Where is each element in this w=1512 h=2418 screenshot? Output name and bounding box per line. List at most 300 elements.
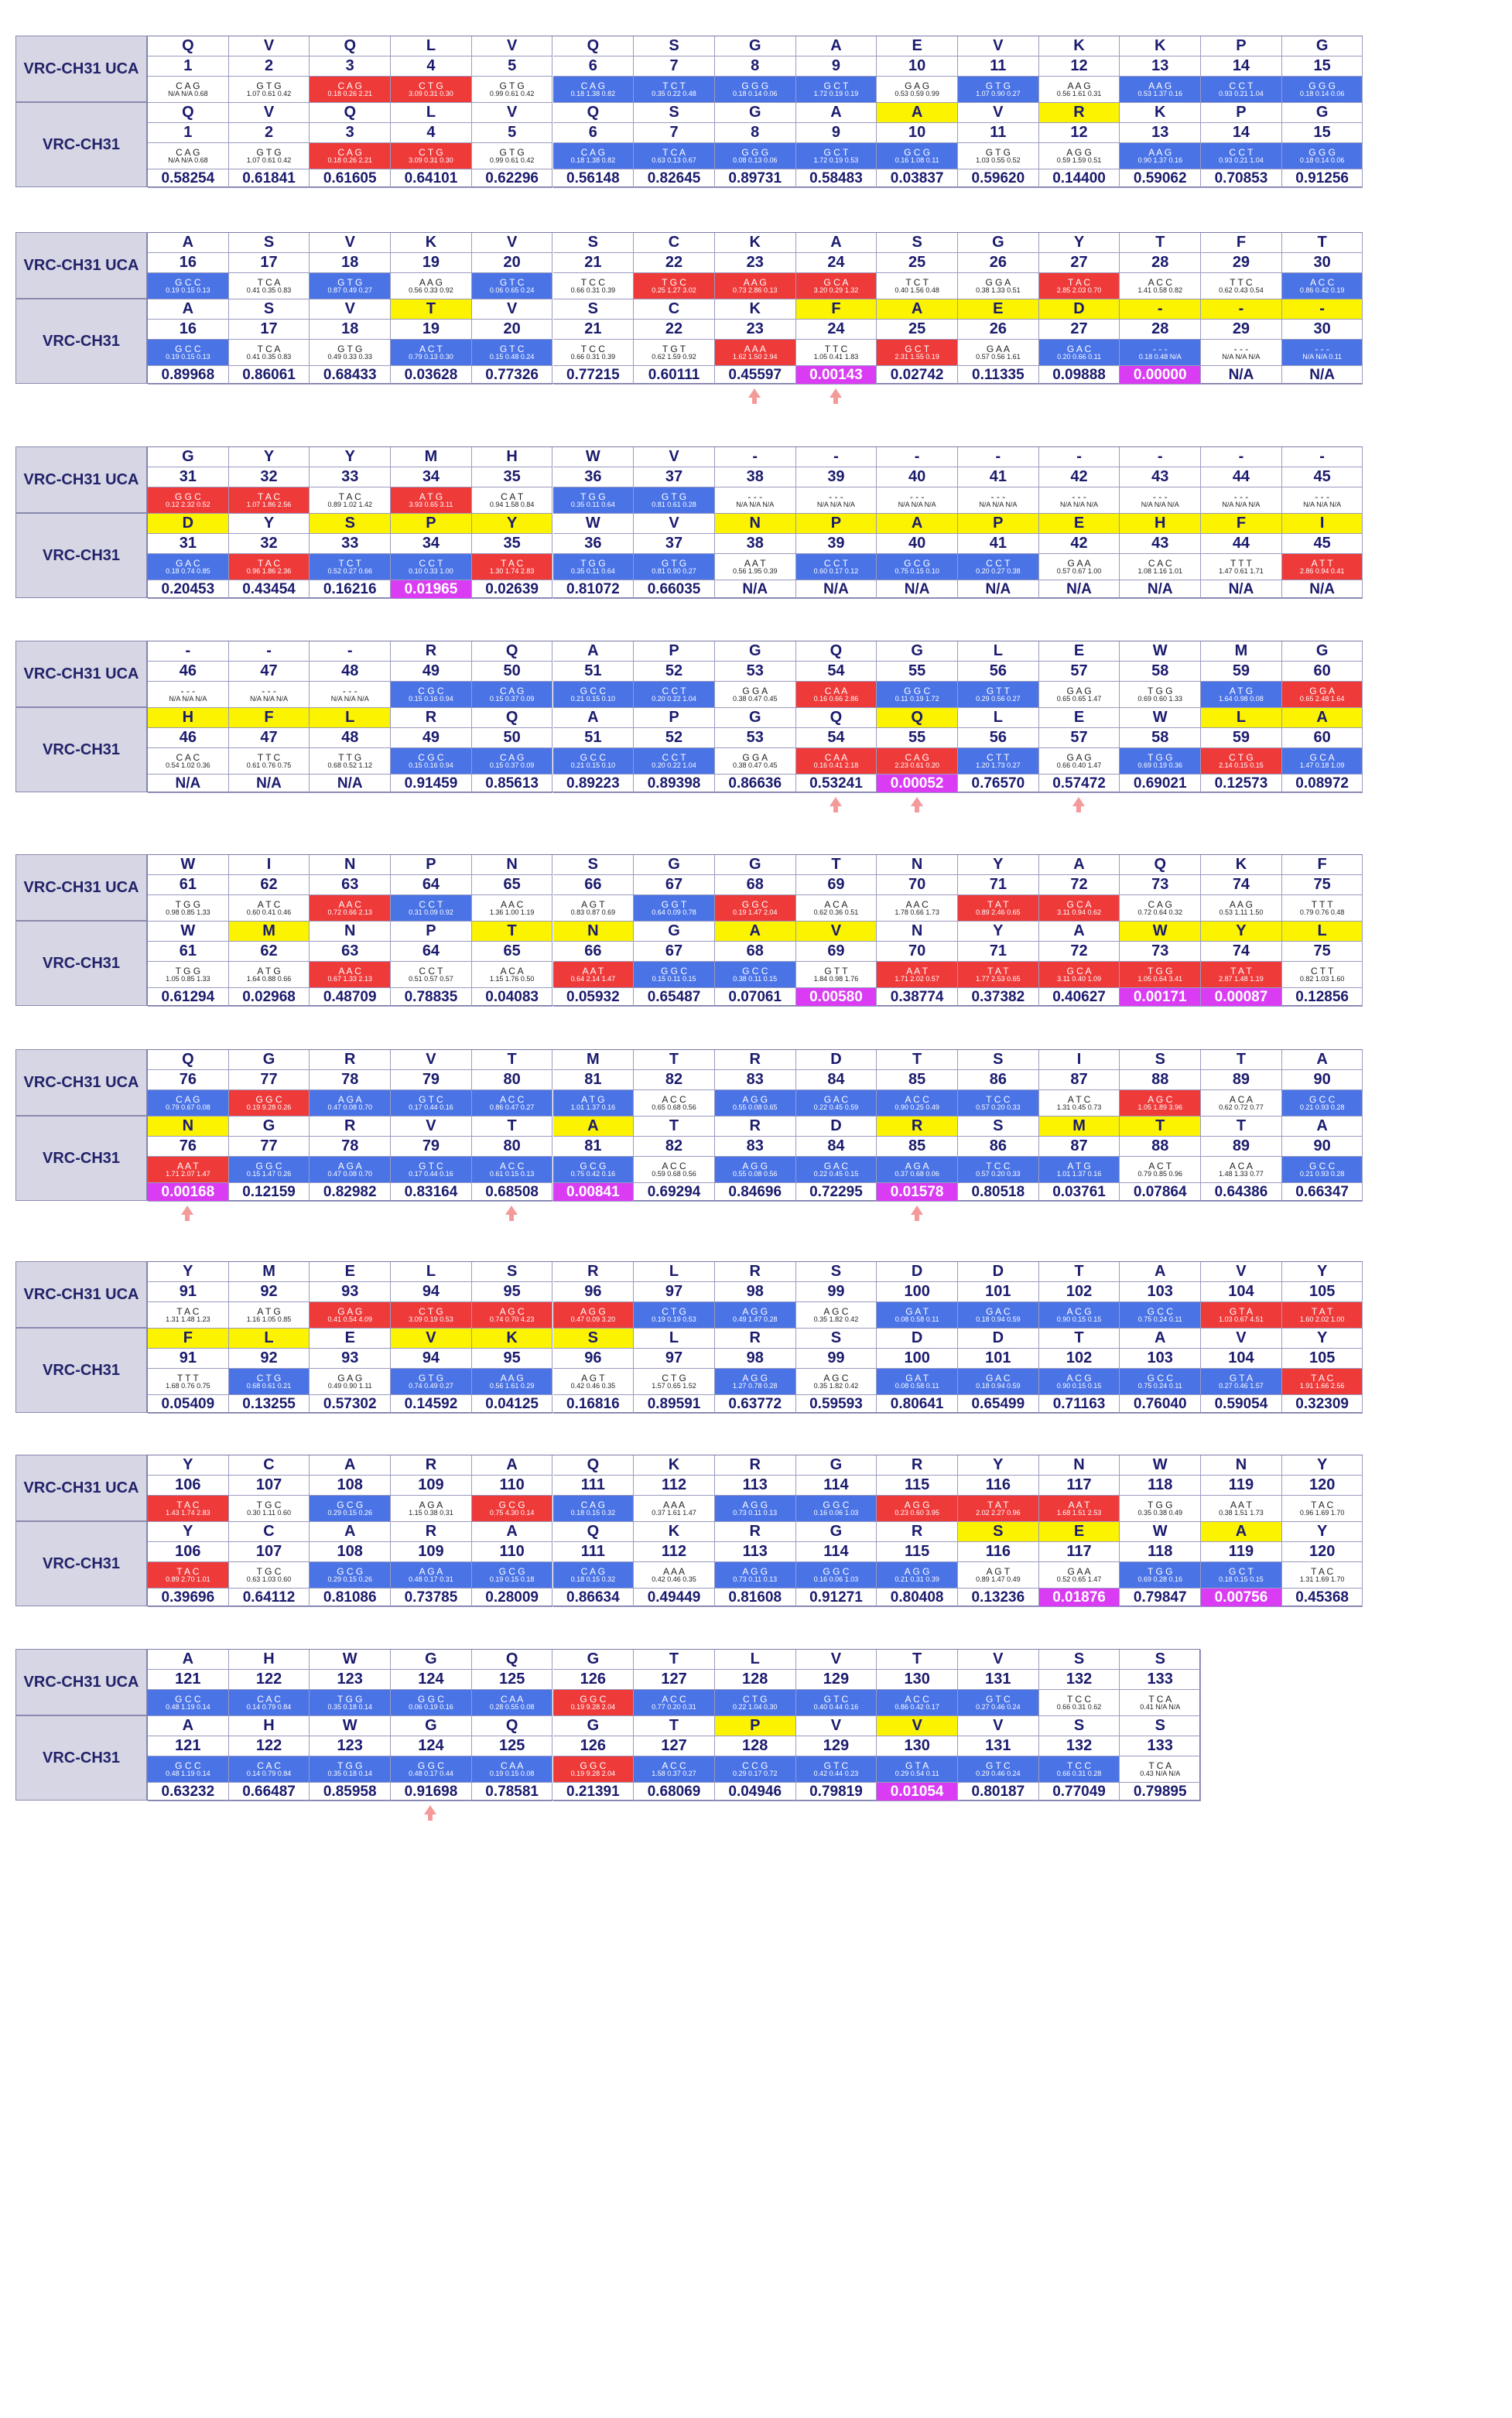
uca-codon xyxy=(1039,487,1120,514)
uca-residue: Q xyxy=(796,641,877,662)
mature-position: 25 xyxy=(877,320,958,340)
mature-position: 20 xyxy=(472,320,553,340)
uca-residue: A xyxy=(1282,1050,1363,1070)
mature-codon xyxy=(472,1157,553,1183)
codon-scores: 0.72 0.64 0.32 xyxy=(1137,908,1183,916)
mature-codon xyxy=(715,1157,796,1183)
mature-position: 17 xyxy=(229,320,310,340)
mature-position: 80 xyxy=(472,1137,553,1157)
codon-nucleotides: T T T xyxy=(176,1373,199,1383)
uca-position: 116 xyxy=(958,1476,1039,1496)
codon-nucleotides: A C C xyxy=(662,1094,686,1105)
probability-value: 0.40627 xyxy=(1039,988,1120,1007)
mature-codon xyxy=(310,340,391,366)
mature-position: 28 xyxy=(1120,320,1201,340)
mature-residue: G xyxy=(391,1716,472,1736)
codon-nucleotides: G C G xyxy=(337,1500,364,1510)
uca-position: 44 xyxy=(1201,467,1282,487)
codon-nucleotides: C C T xyxy=(662,752,686,763)
uca-position: 56 xyxy=(958,662,1039,682)
codon-scores: 0.19 0.15 0.08 xyxy=(489,1770,535,1777)
mature-codon xyxy=(1201,143,1282,169)
codon-scores: 0.19 0.15 0.18 xyxy=(489,1575,535,1583)
codon-nucleotides: G A G xyxy=(905,80,930,91)
uca-residue: N xyxy=(1201,1455,1282,1476)
codon-nucleotides: - - - xyxy=(1072,491,1086,502)
codon-nucleotides: G G C xyxy=(823,1500,850,1510)
mature-residue: R xyxy=(391,1522,472,1542)
mature-codon xyxy=(310,962,391,988)
uca-residue: T xyxy=(472,1050,553,1070)
uca-codon xyxy=(1201,1302,1282,1329)
uca-residue: Y xyxy=(958,855,1039,875)
uca-position: 118 xyxy=(1120,1476,1201,1496)
probability-value: 0.59062 xyxy=(1120,169,1201,188)
mature-codon xyxy=(796,143,877,169)
uca-position: 32 xyxy=(229,467,310,487)
mature-residue: G xyxy=(1282,103,1363,123)
probability-value: 0.00000 xyxy=(1120,366,1201,385)
uca-codon xyxy=(229,1090,310,1117)
mature-position: 56 xyxy=(958,728,1039,748)
codon-scores: 0.18 0.15 0.15 xyxy=(1219,1575,1264,1583)
mature-residue: H xyxy=(148,708,229,728)
codon-nucleotides: C A A xyxy=(500,1760,524,1771)
uca-codon xyxy=(958,273,1039,299)
codon-scores: 0.15 0.37 0.09 xyxy=(489,761,535,769)
codon-scores: 0.41 0.35 0.83 xyxy=(246,353,292,361)
probability-value: 0.81072 xyxy=(553,580,635,599)
mature-residue: T xyxy=(472,922,553,942)
mature-position: 94 xyxy=(391,1349,472,1369)
uca-position: 82 xyxy=(634,1070,715,1090)
codon-scores: 0.38 0.47 0.45 xyxy=(732,761,778,769)
uca-position: 130 xyxy=(877,1670,958,1690)
mature-position: 48 xyxy=(310,728,391,748)
mature-position: 129 xyxy=(796,1736,877,1756)
probability-value: 0.20453 xyxy=(148,580,229,599)
mature-codon xyxy=(877,143,958,169)
codon-nucleotides: A T T xyxy=(1311,558,1333,569)
mature-codon xyxy=(715,1369,796,1395)
uca-label: VRC-CH31 UCA xyxy=(15,641,147,707)
uca-codon xyxy=(148,1302,229,1329)
uca-residue: T xyxy=(877,1050,958,1070)
mature-residue: M xyxy=(229,922,310,942)
uca-residue: Q xyxy=(148,36,229,56)
uca-position: 110 xyxy=(472,1476,553,1496)
codon-nucleotides: C A G xyxy=(580,1500,606,1510)
codon-scores: 0.79 0.67 0.08 xyxy=(166,1103,210,1111)
codon-scores: 1.03 0.55 0.52 xyxy=(976,156,1021,164)
probability-value: 0.89731 xyxy=(715,169,796,188)
mature-residue: V xyxy=(229,103,310,123)
uca-position: 28 xyxy=(1120,253,1201,273)
mature-position: 57 xyxy=(1039,728,1120,748)
codon-nucleotides: G A A xyxy=(1067,558,1091,569)
uca-label: VRC-CH31 UCA xyxy=(15,854,147,921)
mature-position: 87 xyxy=(1039,1137,1120,1157)
probability-value: 0.00580 xyxy=(796,988,877,1007)
codon-scores: 0.21 0.93 0.28 xyxy=(1299,1170,1345,1178)
uca-position: 20 xyxy=(472,253,553,273)
codon-nucleotides: A A G xyxy=(1067,80,1091,91)
mature-position: 76 xyxy=(148,1137,229,1157)
uca-codon xyxy=(229,487,310,514)
uca-codon xyxy=(958,77,1039,103)
mature-position: 96 xyxy=(553,1349,635,1369)
probability-value: 0.05932 xyxy=(553,988,635,1007)
uca-residue: R xyxy=(391,1455,472,1476)
mature-codon xyxy=(796,554,877,580)
mature-codon xyxy=(958,554,1039,580)
codon-nucleotides: C C G xyxy=(742,1760,768,1771)
uca-codon xyxy=(148,895,229,922)
mature-codon xyxy=(553,962,635,988)
codon-scores: 0.40 0.44 0.16 xyxy=(813,1703,859,1711)
codon-nucleotides: A G G xyxy=(1066,147,1092,158)
codon-nucleotides: A C A xyxy=(1229,1094,1253,1105)
uca-residue: T xyxy=(1201,1050,1282,1070)
uca-residue: R xyxy=(391,641,472,662)
uca-codon xyxy=(1201,895,1282,922)
probability-value: N/A xyxy=(229,775,310,793)
codon-scores: 0.47 0.08 0.70 xyxy=(327,1170,373,1178)
mature-residue: S xyxy=(958,1522,1039,1542)
mature-position: 45 xyxy=(1282,534,1363,554)
mature-residue: N xyxy=(310,922,391,942)
uca-codon xyxy=(1120,487,1201,514)
uca-position: 97 xyxy=(634,1282,715,1302)
codon-scores: 1.84 0.98 1.76 xyxy=(813,975,859,983)
uca-codon xyxy=(958,1496,1039,1522)
uca-position: 66 xyxy=(553,875,635,895)
uca-codon xyxy=(310,1690,391,1716)
codon-nucleotides: A C A xyxy=(500,966,524,976)
uca-residue: E xyxy=(877,36,958,56)
uca-codon xyxy=(958,1690,1039,1716)
codon-scores: 0.66 0.31 0.39 xyxy=(570,286,616,294)
mature-codon xyxy=(1201,748,1282,775)
mature-codon xyxy=(1039,554,1120,580)
mature-residue: D xyxy=(796,1117,877,1137)
uca-position: 68 xyxy=(715,875,796,895)
uca-residue: H xyxy=(472,447,553,467)
codon-nucleotides: G G A xyxy=(985,277,1011,288)
codon-nucleotides: - - - xyxy=(1152,491,1168,502)
mature-position: 3 xyxy=(310,123,391,143)
mature-position: 6 xyxy=(553,123,635,143)
uca-residue: V xyxy=(1201,1262,1282,1282)
probability-value: 0.81608 xyxy=(715,1589,796,1607)
uca-position: 2 xyxy=(229,56,310,77)
uca-codon xyxy=(958,1302,1039,1329)
alignment-grid xyxy=(147,1649,1200,1801)
codon-nucleotides: T C C xyxy=(1066,1694,1092,1705)
mature-codon xyxy=(148,1369,229,1395)
uca-codon xyxy=(1201,682,1282,708)
mature-position: 95 xyxy=(472,1349,553,1369)
mature-residue: H xyxy=(1120,514,1201,534)
codon-scores: 0.35 0.18 0.14 xyxy=(327,1770,373,1777)
uca-codon xyxy=(715,273,796,299)
codon-scores: 1.64 0.88 0.66 xyxy=(246,975,292,983)
uca-codon xyxy=(715,895,796,922)
mature-residue: V xyxy=(1201,1329,1282,1349)
codon-scores: 0.74 0.49 0.27 xyxy=(409,1382,453,1390)
codon-scores: 0.18 0.26 2.21 xyxy=(327,156,373,164)
codon-scores: 0.16 0.06 1.03 xyxy=(813,1575,859,1583)
mature-codon xyxy=(310,748,391,775)
codon-scores: 0.29 0.54 0.11 xyxy=(895,1770,939,1777)
mature-codon xyxy=(553,748,635,775)
codon-scores: N/A N/A N/A xyxy=(816,501,855,508)
mature-residue: L xyxy=(1282,922,1363,942)
probability-value: 0.80641 xyxy=(877,1395,958,1414)
mature-codon xyxy=(229,1157,310,1183)
alignment-block xyxy=(15,1455,1363,1606)
uca-position: 98 xyxy=(715,1282,796,1302)
codon-scores: 1.27 0.78 0.28 xyxy=(732,1382,778,1390)
codon-scores: 0.59 0.68 0.56 xyxy=(652,1170,696,1178)
uca-residue: A xyxy=(148,1650,229,1670)
uca-codon xyxy=(1201,487,1282,514)
mature-position: 16 xyxy=(148,320,229,340)
uca-position: 25 xyxy=(877,253,958,273)
codon-scores: 0.90 1.37 0.16 xyxy=(1137,156,1183,164)
codon-nucleotides: G A A xyxy=(986,344,1010,354)
mature-residue: H xyxy=(229,1716,310,1736)
codon-nucleotides: A C A xyxy=(1229,1161,1253,1171)
codon-nucleotides: G T C xyxy=(499,344,525,354)
probability-value: 0.79819 xyxy=(796,1783,877,1801)
mature-codon xyxy=(877,1562,958,1589)
uca-position: 27 xyxy=(1039,253,1120,273)
codon-nucleotides: T A T xyxy=(987,966,1009,976)
mature-position: 65 xyxy=(472,942,553,962)
uca-position: 5 xyxy=(472,56,553,77)
uca-position: 76 xyxy=(148,1070,229,1090)
codon-scores: 1.60 2.02 1.00 xyxy=(1299,1315,1345,1323)
mature-position: 10 xyxy=(877,123,958,143)
probability-value: N/A xyxy=(877,580,958,599)
codon-scores: N/A N/A N/A xyxy=(250,695,289,703)
probability-value: 0.91256 xyxy=(1282,169,1363,188)
codon-nucleotides: T A T xyxy=(987,899,1009,910)
uca-position: 6 xyxy=(553,56,635,77)
codon-scores: 0.98 0.85 1.33 xyxy=(166,908,210,916)
mature-residue: T xyxy=(634,1117,715,1137)
codon-nucleotides: G C A xyxy=(1309,752,1335,763)
codon-nucleotides: G G C xyxy=(255,1161,282,1171)
uca-residue: K xyxy=(391,233,472,253)
codon-scores: 0.74 0.70 4.23 xyxy=(489,1315,535,1323)
mature-codon xyxy=(391,554,472,580)
codon-scores: 0.15 0.48 0.24 xyxy=(489,353,535,361)
uca-codon xyxy=(472,895,553,922)
codon-nucleotides: A A G xyxy=(500,1373,524,1383)
codon-scores: 0.14 0.79 0.84 xyxy=(246,1703,292,1711)
codon-nucleotides: C T G xyxy=(256,1373,282,1383)
uca-residue: K xyxy=(1120,36,1201,56)
uca-position: 121 xyxy=(148,1670,229,1690)
uca-position: 14 xyxy=(1201,56,1282,77)
codon-nucleotides: - - - xyxy=(829,491,843,502)
alignment-grid xyxy=(147,1455,1363,1606)
uca-residue: S xyxy=(958,1050,1039,1070)
uca-codon xyxy=(391,682,472,708)
uca-position: 85 xyxy=(877,1070,958,1090)
codon-scores: 0.15 1.47 0.26 xyxy=(246,1170,292,1178)
codon-scores: N/A N/A N/A xyxy=(169,695,207,703)
mature-codon xyxy=(634,1562,715,1589)
codon-scores: 0.18 0.48 N/A xyxy=(1138,353,1182,361)
codon-scores: 0.75 0.24 0.11 xyxy=(1137,1315,1182,1323)
uca-residue: T xyxy=(1282,233,1363,253)
codon-scores: 0.56 1.61 0.29 xyxy=(489,1382,535,1390)
uca-position: 101 xyxy=(958,1282,1039,1302)
codon-nucleotides: C A G xyxy=(337,80,362,91)
codon-scores: N/A N/A 0.11 xyxy=(1302,353,1343,361)
codon-nucleotides: C A A xyxy=(824,752,848,763)
uca-position: 100 xyxy=(877,1282,958,1302)
codon-nucleotides: A G G xyxy=(742,1306,768,1317)
codon-nucleotides: G T C xyxy=(419,1161,443,1171)
uca-codon xyxy=(553,682,635,708)
probability-value: 0.63232 xyxy=(148,1783,229,1801)
mature-position: 120 xyxy=(1282,1542,1363,1562)
codon-scores: 1.31 1.48 1.23 xyxy=(166,1315,210,1323)
probability-value: 0.04125 xyxy=(472,1395,553,1414)
uca-residue: - xyxy=(715,447,796,467)
uca-residue: E xyxy=(310,1262,391,1282)
uca-position: 127 xyxy=(634,1670,715,1690)
codon-nucleotides: A G C xyxy=(1148,1094,1173,1105)
uca-residue: S xyxy=(634,36,715,56)
codon-scores: 0.16 1.08 0.11 xyxy=(895,156,939,164)
uca-residue: G xyxy=(553,1650,635,1670)
mature-position: 119 xyxy=(1201,1542,1282,1562)
codon-nucleotides: T C C xyxy=(580,344,605,354)
codon-scores: 0.94 1.58 0.84 xyxy=(489,501,535,508)
mature-residue: I xyxy=(1282,514,1363,534)
mature-position: 32 xyxy=(229,534,310,554)
probability-value: 0.77215 xyxy=(553,366,635,385)
mature-residue: E xyxy=(1039,514,1120,534)
uca-residue: V xyxy=(472,233,553,253)
codon-nucleotides: C C T xyxy=(986,558,1011,569)
mature-residue: V xyxy=(877,1716,958,1736)
codon-scores: 0.75 0.24 0.11 xyxy=(1137,1382,1182,1390)
codon-nucleotides: - - - xyxy=(747,491,763,502)
codon-scores: 1.15 0.38 0.31 xyxy=(409,1509,453,1517)
codon-scores: 0.18 0.94 0.59 xyxy=(976,1315,1021,1323)
probability-value: 0.80187 xyxy=(958,1783,1039,1801)
codon-scores: 0.48 0.17 0.44 xyxy=(409,1770,453,1777)
mature-residue: V xyxy=(796,922,877,942)
codon-scores: 0.55 0.08 0.56 xyxy=(732,1170,778,1178)
mature-codon xyxy=(1120,962,1201,988)
mature-codon xyxy=(391,962,472,988)
codon-nucleotides: A A T xyxy=(1068,1500,1090,1510)
mature-codon xyxy=(229,962,310,988)
codon-scores: 0.72 0.66 2.13 xyxy=(327,908,373,916)
codon-nucleotides: G G A xyxy=(1309,686,1335,696)
codon-scores: 0.86 0.42 0.19 xyxy=(1299,286,1345,294)
codon-nucleotides: C A G xyxy=(905,752,929,763)
codon-scores: 0.55 0.08 0.65 xyxy=(732,1103,778,1111)
codon-nucleotides: T C A xyxy=(257,344,281,354)
codon-nucleotides: T C C xyxy=(986,1094,1011,1105)
codon-nucleotides: T G C xyxy=(662,277,686,288)
codon-scores: 0.81 0.90 0.27 xyxy=(652,567,696,575)
codon-scores: 0.06 0.19 0.16 xyxy=(409,1703,453,1711)
mature-residue: A xyxy=(310,1522,391,1542)
uca-position: 126 xyxy=(553,1670,635,1690)
mature-residue: Y xyxy=(229,514,310,534)
uca-position: 33 xyxy=(310,467,391,487)
mature-label: VRC-CH31 xyxy=(15,299,147,384)
codon-scores: 0.62 1.59 0.92 xyxy=(652,353,696,361)
codon-nucleotides: G G C xyxy=(741,899,768,910)
uca-position: 125 xyxy=(472,1670,553,1690)
codon-scores: 0.29 0.15 0.26 xyxy=(327,1509,373,1517)
uca-codon xyxy=(310,273,391,299)
uca-codon xyxy=(877,1496,958,1522)
mature-position: 21 xyxy=(553,320,635,340)
mature-position: 7 xyxy=(634,123,715,143)
codon-nucleotides: G T T xyxy=(824,966,848,976)
codon-nucleotides: A A G xyxy=(1229,899,1253,910)
codon-scores: 0.18 1.38 0.82 xyxy=(570,90,616,97)
codon-scores: 0.77 0.20 0.31 xyxy=(652,1703,696,1711)
codon-nucleotides: T G G xyxy=(580,558,606,569)
mature-codon xyxy=(1201,554,1282,580)
codon-scores: 0.73 2.86 0.13 xyxy=(732,286,778,294)
codon-nucleotides: T C C xyxy=(986,1161,1011,1171)
probability-value: N/A xyxy=(1039,580,1120,599)
mature-position: 84 xyxy=(796,1137,877,1157)
codon-nucleotides: G T G xyxy=(499,80,525,91)
mature-codon xyxy=(877,1157,958,1183)
mature-residue: L xyxy=(958,708,1039,728)
mature-position: 75 xyxy=(1282,942,1363,962)
probability-value: 0.04946 xyxy=(715,1783,796,1801)
codon-scores: 0.96 1.86 2.36 xyxy=(246,567,292,575)
uca-codon xyxy=(1039,1496,1120,1522)
mature-position: 18 xyxy=(310,320,391,340)
codon-scores: 0.63 1.03 0.60 xyxy=(246,1575,292,1583)
uca-codon xyxy=(553,895,635,922)
uca-residue: W xyxy=(1120,641,1201,662)
mature-residue: W xyxy=(553,514,635,534)
codon-nucleotides: G A C xyxy=(986,1373,1011,1383)
probability-value: 0.43454 xyxy=(229,580,310,599)
probability-value: 0.66347 xyxy=(1282,1183,1363,1202)
codon-scores: 0.19 9.28 2.04 xyxy=(570,1770,616,1777)
codon-scores: 1.05 0.85 1.33 xyxy=(166,975,210,983)
uca-residue: A xyxy=(148,233,229,253)
probability-value: 0.86634 xyxy=(553,1589,635,1607)
codon-scores: 1.03 0.67 4.51 xyxy=(1219,1315,1264,1323)
codon-nucleotides: G A C xyxy=(823,1094,849,1105)
codon-scores: 1.07 1.86 2.56 xyxy=(246,501,292,508)
codon-scores: 0.18 0.15 0.32 xyxy=(570,1509,616,1517)
mature-codon xyxy=(1201,1157,1282,1183)
codon-nucleotides: G C T xyxy=(823,147,849,158)
uca-codon xyxy=(553,1690,635,1716)
probability-value: 0.73785 xyxy=(391,1589,472,1607)
